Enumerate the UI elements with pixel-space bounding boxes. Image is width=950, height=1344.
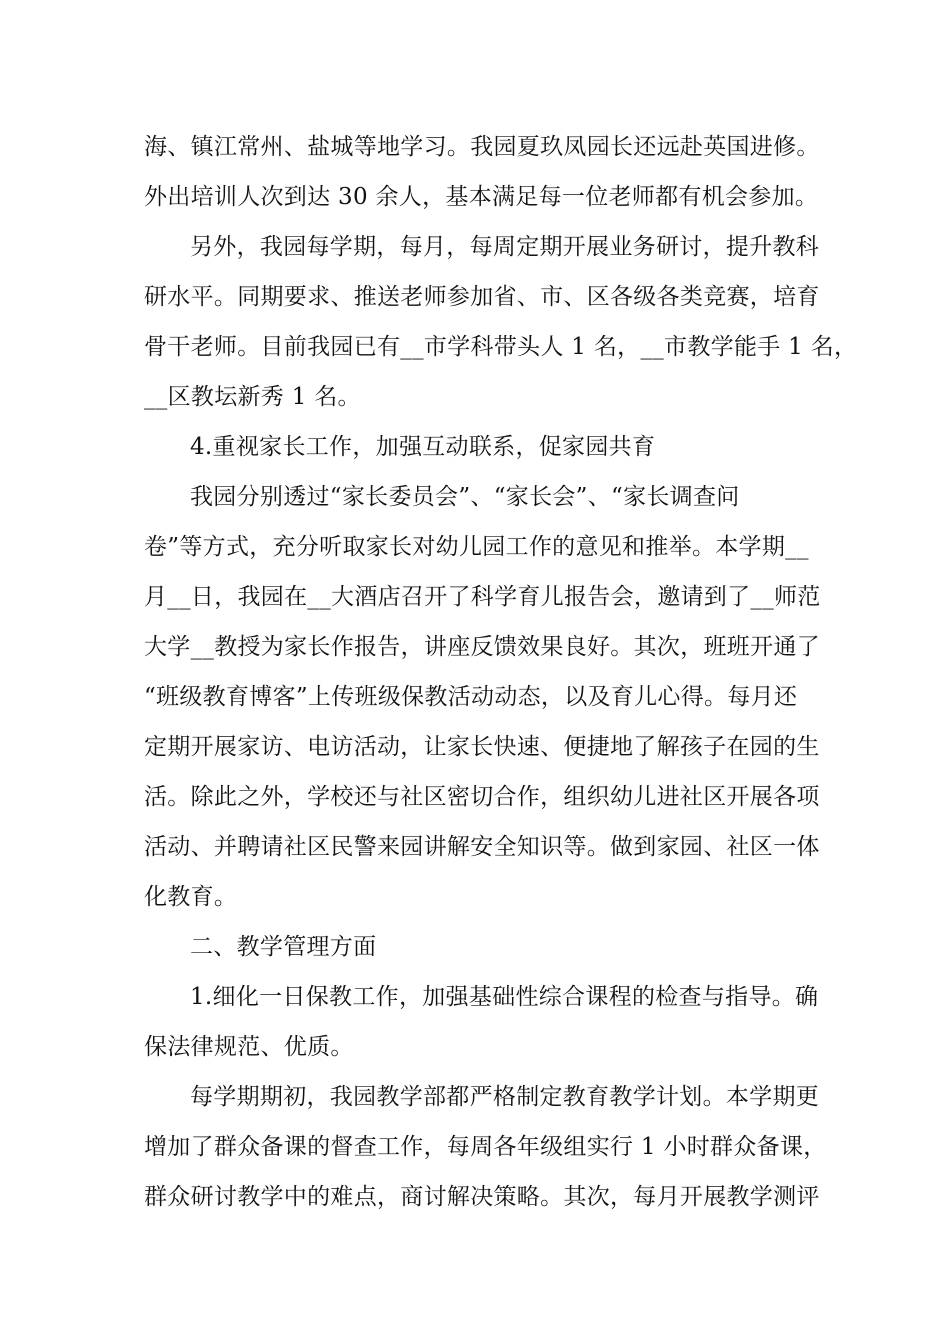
text-line: 化教育。 [144,884,238,910]
text-line: 外出培训人次到达 30 余人，基本满足每一位老师都有机会参加。 [144,184,819,210]
text-line: 卷”等方式，充分听取家长对幼儿园工作的意见和推举。本学期__ [144,534,809,560]
text-line: 骨干老师。目前我园已有__市学科带头人 1 名，__市教学能手 1 名， [144,334,858,360]
text-line: 大学__教授为家长作报告，讲座反馈效果良好。其次，班班开通了 [144,634,820,660]
text-line: 活。除此之外，学校还与社区密切合作，组织幼儿进社区开展各项 [144,784,820,810]
text-line: 月__日，我园在__大酒店召开了科学育儿报告会，邀请到了__师范 [144,584,821,610]
section-heading: 4.重视家长工作，加强互动联系，促家园共育 [190,434,656,460]
text-line: 群众研讨教学中的难点，商讨解决策略。其次，每月开展教学测评 [144,1184,820,1210]
text-line: 增加了群众备课的督查工作，每周各年级组实行 1 小时群众备课， [144,1134,827,1160]
paragraph-start: 我园分别透过“家长委员会”、“家长会”、“家长调查问 [190,484,740,510]
paragraph-start: 每学期期初，我园教学部都严格制定教育教学计划。本学期更 [190,1084,820,1110]
text-line: 海、镇江常州、盐城等地学习。我园夏玖凤园长还远赴英国进修。 [144,134,820,160]
text-line: 活动、并聘请社区民警来园讲解安全知识等。做到家园、社区一体 [144,834,820,860]
subsection-heading: 1.细化一日保教工作，加强基础性综合课程的检查与指导。确 [190,984,819,1010]
text-line: 研水平。同期要求、推送老师参加省、市、区各级各类竞赛，培育 [144,284,820,310]
text-line: 保法律规范、优质。 [144,1034,354,1060]
text-line: “班级教育博客”上传班级保教活动动态，以及育儿心得。每月还 [144,684,798,710]
text-line: 定期开展家访、电访活动，让家长快速、便捷地了解孩子在园的生 [144,734,820,760]
text-line: __区教坛新秀 1 名。 [144,384,361,410]
paragraph-start: 另外，我园每学期，每月，每周定期开展业务研讨，提升教科 [190,234,820,260]
section-heading: 二、教学管理方面 [190,934,377,960]
